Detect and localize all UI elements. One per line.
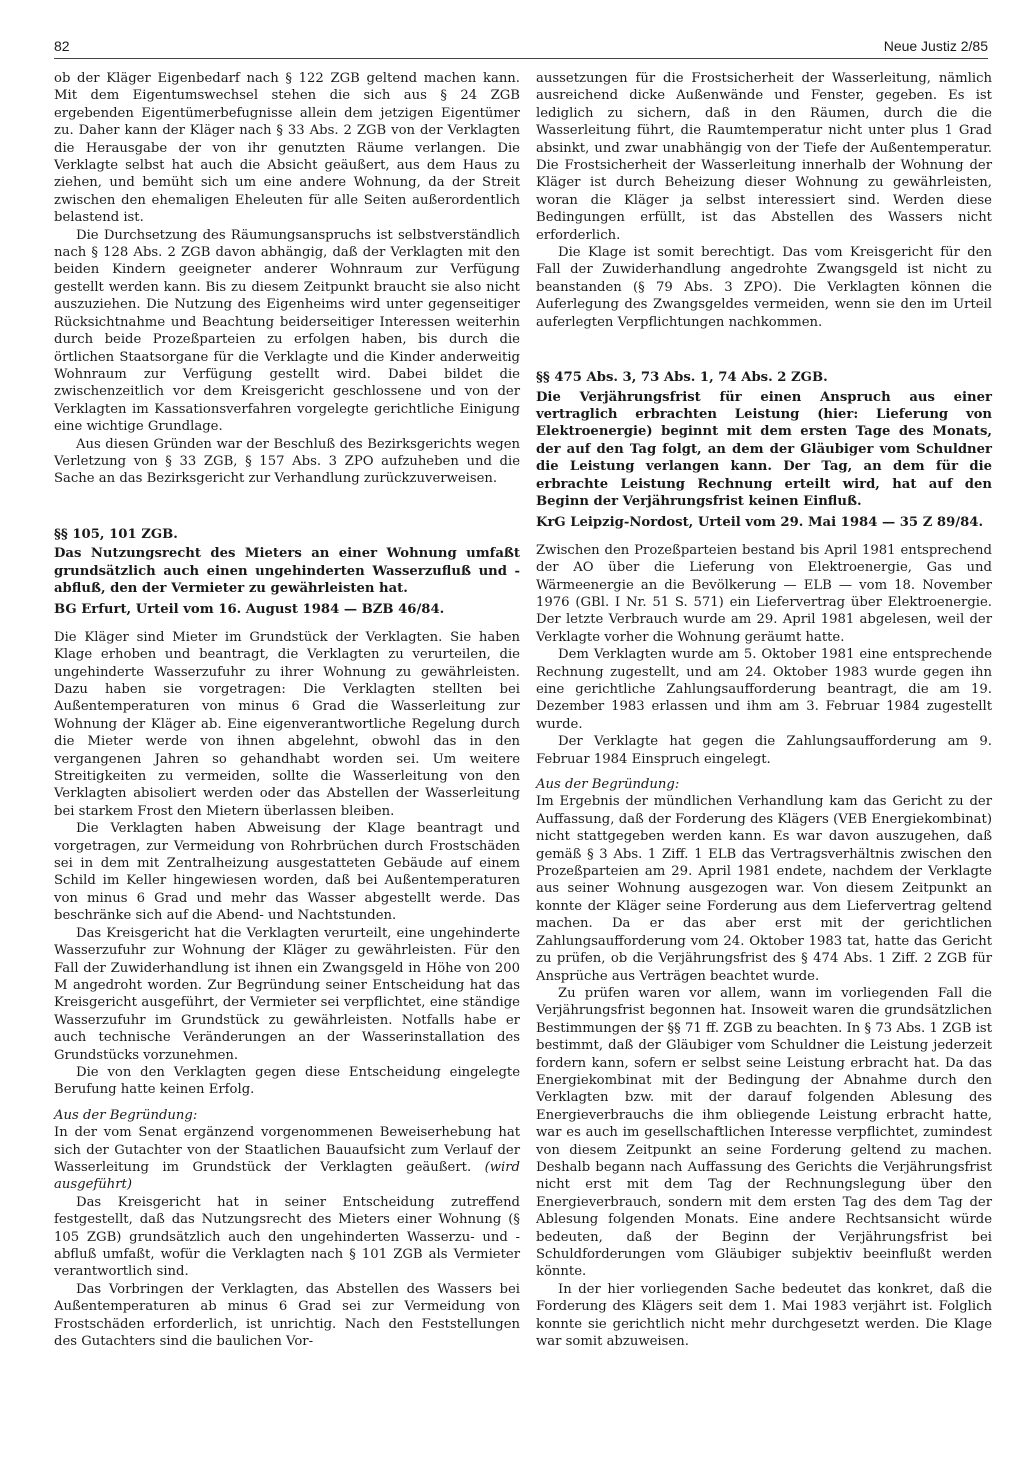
- paragraph: ob der Kläger Eigenbedarf nach § 122 ZGB geltend machen kann. Mit dem Eigentumswechsel stehen die sich aus § 24 ZGB ergebenden Eigentümerbefugnisse allein dem jetzigen Eigentümer zu. Daher kann der Kläger nach § 33 Abs. 2 ZGB von der Verklagten die Herausgabe der von ihr genutzten Räume verlangen. Die Verklagte selbst hat auch die Absicht geäußert, aus dem Haus zu ziehen, und bemüht sich um eine andere Wohnung, da der Streit zwischen den ehemaligen Eheleuten für alle Seiten außerordentlich belastend ist.: [54, 71, 520, 226]
- paragraph: Zwischen den Prozeßparteien bestand bis April 1981 entsprechend der AO über die Lieferung von Elektroenergie, Gas und Wärmeenergie an die Bevölkerung — ELB — vom 18. November 1976 (GBl. I Nr. 51 S. 571) ein Liefervertrag über Elektroenergie. Der letzte Verbrauch wurde am 29. April 1981 abgelesen, weil der Verklagte vorher die Wohnung geräumt hatte.: [536, 542, 992, 645]
- case-court: KrG Leipzig-Nordost, Urteil vom 29. Mai 1984 — 35 Z 89/84.: [536, 515, 984, 531]
- paragraph-text: In der vom Senat ergänzend vorgenommenen Beweiserhebung hat sich der Gutachter von der Staatlichen Bauaufsicht zum Verlauf der Wasserleitung im Grundstück der Verklagten geäußert.: [54, 1125, 520, 1175]
- paragraph: Zu prüfen waren vor allem, wann im vorliegenden Fall die Verjährungsfrist begonnen hat. Insoweit waren die grundsätzlichen Bestimmungen der §§ 71 ff. ZGB zu beachten. In § 73 Abs. 1 ZGB ist bestimmt, daß der Gläubiger vom Schuldner die Leistung jederzeit fordern kann, sofern er selbst seine Leistung erbracht hat. Da das Energiekombinat mit der Bedingung der Abnahme durch den Verklagten bzw. mit der darauf folgenden Ablesung des Energieverbrauchs die ihm obliegende Leistung erbracht hatte, war es auch im gesellschaftlichen Interesse verpflichtet, zumindest von diesem Zeitpunkt an seine Forderung geltend zu machen. Deshalb begann nach Auffassung des Gerichts die Verjährungsfrist nicht erst mit dem Tag der Rechnungslegung über den Energieverbrauch, sondern mit dem ersten Tag des dem Tag der Ablesung folgenden Monats. Eine andere Rechtsansicht würde bedeuten, daß der Beginn der Verjährungsfrist bei Schuldforderungen vom Gläubiger subjektiv beeinflußt werden könnte.: [536, 985, 992, 1280]
- spacer: [54, 488, 520, 526]
- case-heading: §§ 475 Abs. 3, 73 Abs. 1, 74 Abs. 2 ZGB.: [536, 370, 828, 386]
- paragraph: Die Verklagten haben Abweisung der Klage beantragt und vorgetragen, zur Vermeidung von Rohrbrüchen durch Frostschäden sei in dem mit Zentralheizung ausgestatteten Gebäude auf einem Schild im Keller hingewiesen worden, daß bei Außentemperaturen von minus 6 Grad und mehr das Wasser abgestellt werde. Das beschränke sich auf die Abend- und Nachtstunden.: [54, 821, 520, 924]
- right-column: [536, 70, 992, 1350]
- case-court: BG Erfurt, Urteil vom 16. August 1984 — BZB 46/84.: [54, 602, 445, 618]
- paragraph: In der hier vorliegenden Sache bedeutet das konkret, daß die Forderung des Klägers seit dem 1. Mai 1983 verjährt ist. Folglich konnte sie gerichtlich nicht mehr durchgesetzt werden. Die Klage war somit abzuweisen.: [536, 1281, 992, 1350]
- left-column: [54, 70, 520, 1350]
- paragraph: Dem Verklagten wurde am 5. Oktober 1981 eine entsprechende Rechnung zugestellt, und am 24. Oktober 1983 wurde gegen ihn eine gerichtliche Zahlungsaufforderung beantragt, die am 19. Dezember 1983 erlassen und ihm am 3. Februar 1984 zugestellt wurde.: [536, 647, 992, 732]
- paragraph: Aus diesen Gründen war der Beschluß des Bezirksgerichts wegen Verletzung von § 33 ZGB, § 157 Abs. 3 ZPO aufzuheben und die Sache an das Bezirksgericht zur Verhandlung zurückzuverweisen.: [54, 436, 520, 487]
- paragraph: Das Kreisgericht hat die Verklagten verurteilt, eine ungehinderte Wasserzufuhr zur Wohnung der Kläger zu gewährleisten. Für den Fall der Zuwiderhandlung ist ihnen ein Zwangsgeld in Höhe von 200 M angedroht worden. Zur Begründung seiner Entscheidung hat das Kreisgericht ausgeführt, der Vermieter sei verpflichtet, eine ständige Wasserzufuhr im Grundstück zu gewährleisten. Notfalls habe er auch technische Veränderungen an der Wasserinstallation des Grundstücks vorzunehmen.: [54, 925, 520, 1063]
- case-leitsatz: Das Nutzungsrecht des Mieters an einer Wohnung umfaßt grundsätzlich auch einen ungehinderten Wasserzufluß und -abfluß, den der Vermieter zu gewährleisten hat.: [54, 546, 520, 596]
- paragraph: Die Durchsetzung des Räumungsanspruchs ist selbstverständlich nach § 128 Abs. 2 ZGB davon abhängig, daß der Verklagten mit den beiden Kindern geeigneter anderer Wohnraum zur Verfügung gestellt werden kann. Bis zu diesem Zeitpunkt braucht sie also nicht auszuziehen. Die Nutzung des Eigenheims wird unter gegenseitiger Rücksichtnahme und Beachtung beiderseitiger Interessen weiterhin durch beide Prozeßparteien zu erfolgen haben, bis durch die örtlichen Staatsorgane für die Verklagte und die Kinder anderweitig Wohnraum zur Verfügung gestellt wird. Dabei bildet die zwischenzeitlich vor dem Kreisgericht geschlossene und von der Verklagten im Kassationsverfahren vorgelegte gerichtliche Einigung eine wichtige Grundlage.: [54, 227, 520, 435]
- paragraph: Im Ergebnis der mündlichen Verhandlung kam das Gericht zu der Auffassung, daß der Forderung des Klägers (VEB Energiekombinat) nicht stattgegeben werden kann. Es war davon auszugehen, daß gemäß § 3 Abs. 1 Ziff. 1 ELB das Vertragsverhältnis zwischen den Prozeßparteien am 29. April 1981 endete, nachdem der Verklagte aus seiner Wohnung ausgezogen war. Von diesem Zeitpunkt an konnte der Kläger seine Forderung aus dem Liefervertrag geltend machen. Da er das aber erst mit der gerichtlichen Zahlungsaufforderung vom 24. Oktober 1983 tat, hatte das Gericht zu prüfen, ob die Verjährungsfrist des § 474 Abs. 1 Ziff. 2 ZGB für Ansprüche aus Verträgen beachtet wurde.: [536, 794, 992, 984]
- paragraph: Der Verklagte hat gegen die Zahlungsaufforderung am 9. Februar 1984 Einspruch eingelegt.: [536, 734, 992, 767]
- section-subheading: Aus der Begründung:: [536, 777, 680, 793]
- header-rule: [54, 58, 988, 59]
- paragraph: Die Kläger sind Mieter im Grundstück der Verklagten. Sie haben Klage erhoben und beantragt, die Verklagten zu verurteilen, die ungehinderte Wasserzufuhr zu ihrer Wohnung zu gewährleisten. Dazu haben sie vorgetragen: Die Verklagten stellten bei Außentemperaturen von minus 6 Grad die Wasserleitung zur Wohnung der Kläger ab. Eine eigenverantwortliche Regelung durch die Mieter werde von ihnen abgelehnt, obwohl das in den vergangenen Jahren so gehandhabt worden sei. Um weitere Streitigkeiten zu vermeiden, sollte die Wasserleitung von den Verklagten abisoliert werden oder das Abstellen der Wasserleitung bei starkem Frost den Mietern überlassen bleiben.: [54, 629, 520, 819]
- paragraph: aussetzungen für die Frostsicherheit der Wasserleitung, nämlich ausreichend dicke Außenwände und Fenster, gegeben. Es ist lediglich zu sichern, daß in den Räumen, durch die die Wasserleitung führt, die Raumtemperatur nicht unter plus 1 Grad absinkt, und zwar unabhängig von der Tiefe der Außentemperatur. Die Frostsicherheit der Wasserleitung innerhalb der Wohnung der Kläger ist durch Beheizung dieser Wohnung zu gewährleisten, woran die Kläger ja selbst interessiert sind. Werden diese Bedingungen erfüllt, ist das Abstellen des Wassers nicht erforderlich.: [536, 71, 992, 243]
- journal-title: Neue Justiz 2/85: [883, 38, 988, 54]
- paragraph: Die von den Verklagten gegen diese Entscheidung eingelegte Berufung hatte keinen Erfolg.: [54, 1064, 520, 1098]
- case-leitsatz: Die Verjährungsfrist für einen Anspruch aus einer vertraglich erbrachten Leistung (hier: Lieferung von Elektroenergie) beginnt mit dem ersten Tage des Monats, der auf den Tag folgt, an dem der Gläubiger vom Schuldner die Leistung verlangen kann. Der Tag, an dem für die erbrachte Leistung Rechnung erteilt wird, hat auf den Beginn der Verjährungsfrist keinen Einfluß.: [536, 389, 992, 509]
- paragraph: [54, 1124, 520, 1194]
- spacer: [536, 331, 992, 369]
- page-header: [54, 38, 988, 60]
- case-heading: §§ 105, 101 ZGB.: [54, 526, 178, 542]
- italic-note: (wird ausgeführt): [54, 1159, 520, 1193]
- paragraph: Die Klage ist somit berechtigt. Das vom Kreisgericht für den Fall der Zuwiderhandlung angedrohte Zwangsgeld ist nicht zu beanstanden (§ 79 Abs. 3 ZPO). Die Verklagten können die Auferlegung des Zwangsgeldes vermeiden, wenn sie den im Urteil auferlegten Verpflichtungen nachkommen.: [536, 245, 992, 330]
- section-subheading: Aus der Begründung:: [54, 1107, 198, 1123]
- page-number: 82: [54, 38, 70, 54]
- paragraph: Das Vorbringen der Verklagten, das Abstellen des Wassers bei Außentemperaturen ab minus 6 Grad sei zur Vermeidung von Frostschäden erforderlich, ist unrichtig. Nach den Feststellungen des Gutachters sind die baulichen Vor-: [54, 1281, 520, 1350]
- paragraph: Das Kreisgericht hat in seiner Entscheidung zutreffend festgestellt, daß das Nutzungsrecht des Mieters einer Wohnung (§ 105 ZGB) grundsätzlich auch den ungehinderten Wasserzu- und -abfluß umfaßt, wofür die Verklagten nach § 101 ZGB als Vermieter verantwortlich sind.: [54, 1194, 520, 1280]
